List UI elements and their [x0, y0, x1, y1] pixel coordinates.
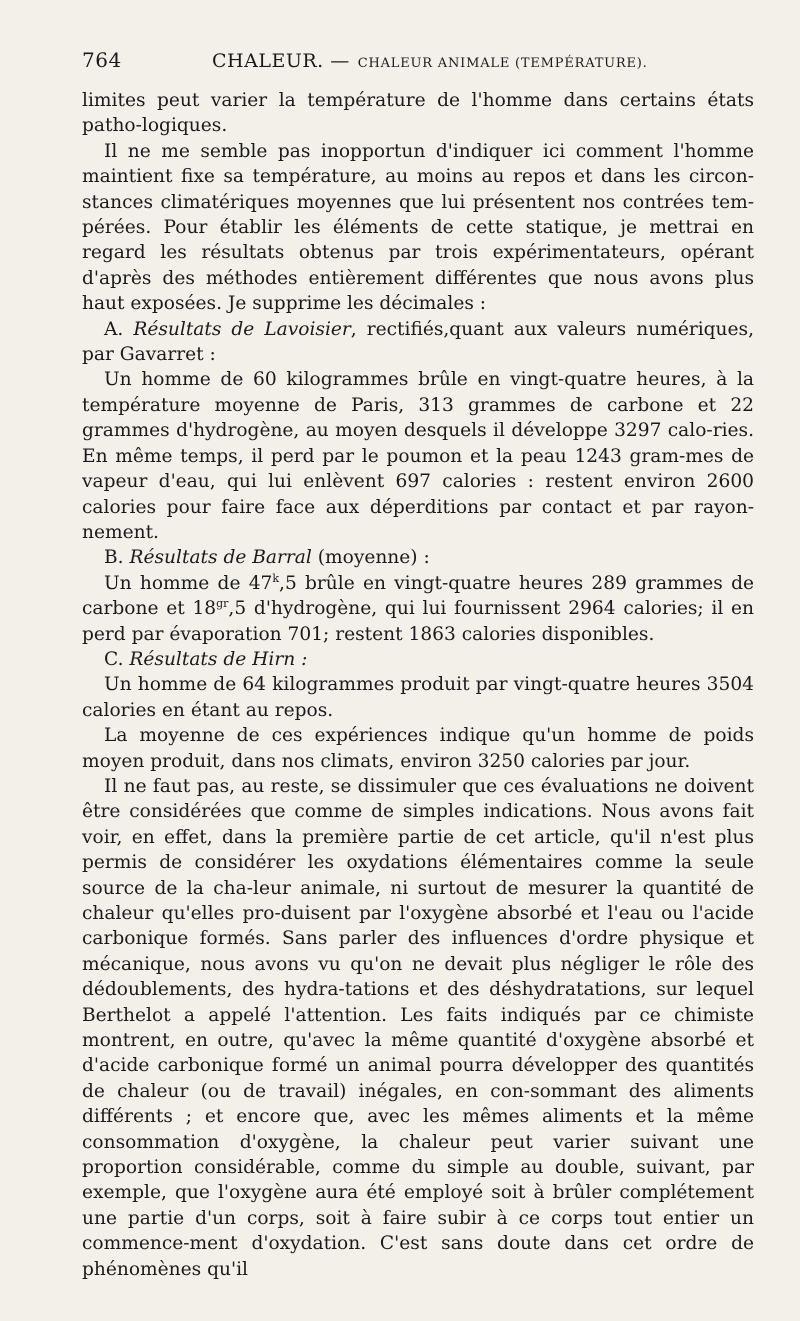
running-header [82, 48, 754, 88]
barral-text-2: ,5 brûle en vingt-quatre heures 289 grammes de carbone et 18 [82, 572, 754, 620]
paragraph-intro: Il ne me semble pas inopportun d'indiquer ici comment l'homme maintient fixe sa température, au moins au repos et dans les circon-stances climatériques moyennes que lui présentent nos contrées tem-pérées. Pour établir les éléments de cette statique, je mettrai en regard les résultats obtenus par trois expérimentateurs, opérant d'après des méthodes entièrement différentes que nous avons plus haut exposées. Je supprime les décimales : [82, 140, 754, 315]
paragraph-hirn: Un homme de 64 kilogrammes produit par vingt-quatre heures 3504 calories en étant au repos. [82, 674, 754, 721]
section-b-heading [82, 545, 754, 570]
paragraph-moyenne: La moyenne de ces expériences indique qu'un homme de poids moyen produit, dans nos climats, environ 3250 calories par jour. [82, 725, 754, 772]
page-number: 764 [82, 48, 122, 72]
section-a-heading [82, 317, 754, 368]
section-c-heading [82, 647, 754, 672]
section-b-label: B. [104, 547, 124, 569]
paragraph-final: Il ne faut pas, au reste, se dissimuler que ces évaluations ne doivent être considérées que comme de simples indications. Nous avons fait voir, en effet, dans la première partie de cet article, qu'il n'est plus permis de considérer les oxydations élémentaires comme la seule source de la cha-leur animale, ni surtout de mesurer la quantité de chaleur qu'elles pro-duisent par l'oxygène absorbé et l'eau ou l'acide carbonique formés. Sans parler des influences d'ordre physique et mécanique, nous avons vu qu'on ne devait plus négliger le rôle des dédoublements, des hydra-tations et des déshydratations, sur lequel Berthelot a appelé l'attention. Les faits indiqués par ce chimiste montrent, en outre, qu'avec la même quantité d'oxygène absorbé et d'acide carbonique formé un animal pourra développer des quantités de chaleur (ou de travail) inégales, en con-sommant des aliments différents ; et encore que, avec les mêmes aliments et la même consommation d'oxygène, la chaleur peut varier suivant une proportion considérable, comme du simple au double, suivant, par exemple, que l'oxygène aura été employé soit à brûler complétement une partie d'un corps, soit à faire subir à ce corps tout entier un commence-ment d'oxydation. C'est sans doute dans cet ordre de phénomènes qu'il [82, 775, 754, 1280]
section-c-title: Résultats de Hirn : [129, 648, 308, 670]
section-a-title: Résultats de Lavoisier [133, 318, 351, 340]
barral-unit-k: k [272, 571, 280, 585]
barral-text-1: Un homme de 47 [104, 572, 273, 594]
section-c-label: C. [104, 648, 124, 670]
barral-text-3: ,5 d'hydrogène, qui lui fournissent 2964 calories; il en perd par évaporation 701; restent 1863 calories disponibles. [82, 598, 754, 645]
section-a-label: A. [104, 318, 124, 340]
section-b-title: Résultats de Barral [129, 547, 312, 569]
section-a-rest: , rectifiés,quant aux valeurs numériques, par Gavarret : [82, 318, 754, 366]
paragraph-lavoisier: Un homme de 60 kilogrammes brûle en vingt-quatre heures, à la température moyenne de Paris, 313 grammes de carbone et 22 grammes d'hydrogène, au moyen desquels il développe 3297 calo-ries. En même temps, il perd par le poumon et la peau 1243 gram-mes de vapeur d'eau, qui lui enlèvent 697 calories : restent environ 2600 calories pour faire face aux déperditions par contact et par rayon-nement. [82, 369, 754, 543]
body-text [82, 88, 754, 1282]
running-subtitle: CHALEUR ANIMALE (TEMPÉRATURE). [357, 56, 648, 71]
barral-unit-gr: gr [216, 596, 229, 610]
section-b-rest: (moyenne) : [311, 547, 430, 569]
paragraph-barral [82, 571, 754, 647]
paragraph-continuation: limites peut varier la température de l'homme dans certains états patho-logiques. [82, 90, 754, 137]
running-title: CHALEUR. — [212, 50, 350, 72]
